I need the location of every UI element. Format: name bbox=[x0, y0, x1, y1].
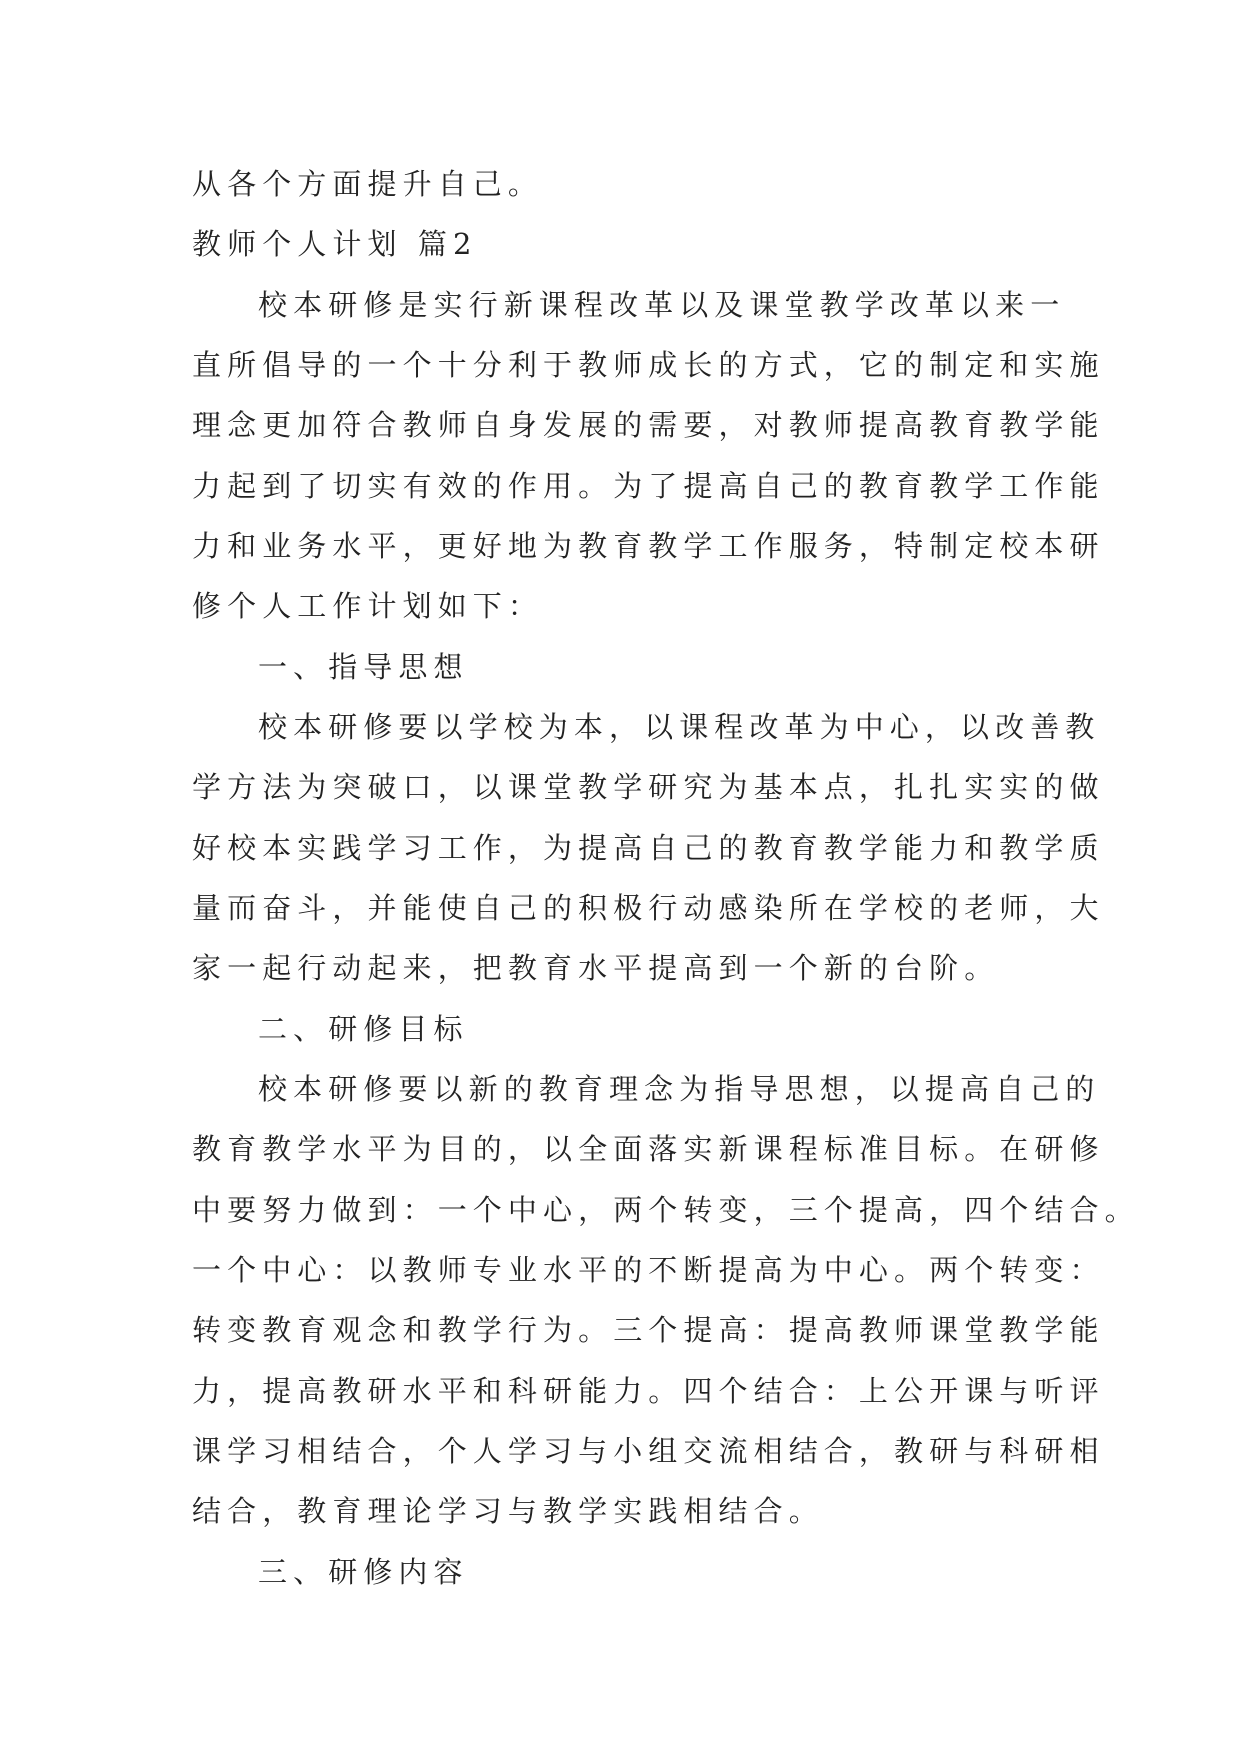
paragraph-line: 力，提高教研水平和科研能力。四个结合：上公开课与听评 bbox=[192, 1374, 1105, 1408]
paragraph-line: 量而奋斗，并能使自己的积极行动感染所在学校的老师，大 bbox=[192, 891, 1105, 925]
paragraph-line: 校本研修是实行新课程改革以及课堂教学改革以来一 bbox=[258, 288, 1066, 322]
paragraph-line: 力和业务水平，更好地为教育教学工作服务，特制定校本研 bbox=[192, 529, 1105, 563]
paragraph-line: 好校本实践学习工作，为提高自己的教育教学能力和教学质 bbox=[192, 831, 1105, 865]
paragraph-line: 校本研修要以学校为本，以课程改革为中心，以改善教 bbox=[258, 710, 1101, 744]
paragraph-line: 校本研修要以新的教育理念为指导思想，以提高自己的 bbox=[258, 1072, 1101, 1106]
paragraph-line: 教育教学水平为目的，以全面落实新课程标准目标。在研修 bbox=[192, 1132, 1105, 1166]
paragraph-line: 理念更加符合教师自身发展的需要，对教师提高教育教学能 bbox=[192, 408, 1105, 442]
paragraph-line: 力起到了切实有效的作用。为了提高自己的教育教学工作能 bbox=[192, 469, 1105, 503]
heading-study-content: 三、研修内容 bbox=[258, 1555, 469, 1589]
paragraph-line: 中要努力做到：一个中心，两个转变，三个提高，四个结合。 bbox=[192, 1193, 1140, 1227]
heading-study-goals: 二、研修目标 bbox=[258, 1012, 469, 1046]
paragraph-line: 课学习相结合，个人学习与小组交流相结合，教研与科研相 bbox=[192, 1434, 1105, 1468]
paragraph-line: 直所倡导的一个十分利于教师成长的方式，它的制定和实施 bbox=[192, 348, 1105, 382]
heading-guiding-thought: 一、指导思想 bbox=[258, 650, 469, 684]
paragraph-line: 从各个方面提升自己。 bbox=[192, 167, 544, 201]
paragraph-line: 转变教育观念和教学行为。三个提高：提高教师课堂教学能 bbox=[192, 1313, 1105, 1347]
section-title: 教师个人计划 篇2 bbox=[192, 227, 478, 261]
paragraph-line: 家一起行动起来，把教育水平提高到一个新的台阶。 bbox=[192, 951, 1000, 985]
paragraph-line: 一个中心：以教师专业水平的不断提高为中心。两个转变： bbox=[192, 1253, 1105, 1287]
paragraph-line: 学方法为突破口，以课堂教学研究为基本点，扎扎实实的做 bbox=[192, 770, 1105, 804]
paragraph-line: 结合，教育理论学习与教学实践相结合。 bbox=[192, 1494, 824, 1528]
paragraph-line: 修个人工作计划如下： bbox=[192, 589, 544, 623]
